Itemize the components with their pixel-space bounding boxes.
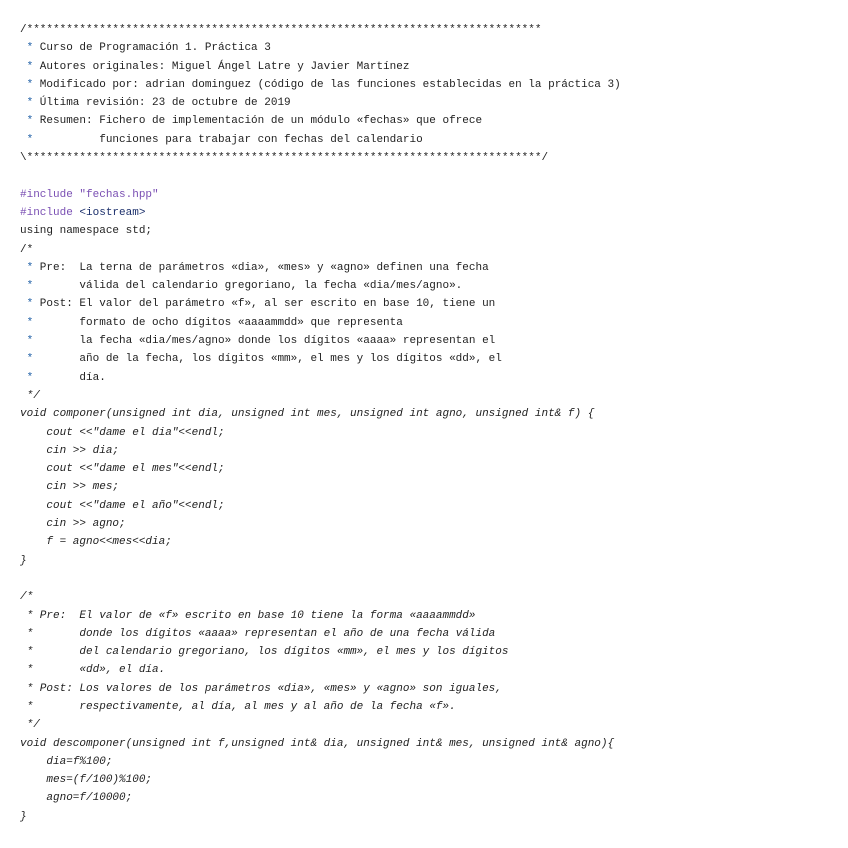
code-line (20, 21, 840, 39)
code-text: /* (20, 243, 34, 256)
comment-star: * (20, 280, 34, 293)
code-line (20, 112, 840, 130)
code-text: * respectivamente, al día, al mes y al año de la fecha «f». (20, 700, 456, 713)
code-line (20, 735, 840, 753)
code-text: */ (20, 389, 40, 402)
comment-star: * (20, 97, 34, 110)
code-text: * «dd», el día. (20, 664, 166, 677)
code-text: cout <<"dame el dia"<<endl; (20, 426, 225, 439)
code-text: \******************************************************************************/ (20, 152, 549, 165)
code-text: * Pre: El valor de «f» escrito en base 10 tiene la forma «aaaammdd» (20, 609, 476, 622)
code-text: /****************************************************************************** (20, 24, 542, 36)
code-text: mes=(f/100)%100; (20, 774, 153, 787)
code-editor[interactable] (20, 21, 840, 826)
code-line (20, 314, 840, 332)
code-line (20, 661, 840, 679)
code-line (20, 405, 840, 423)
include-header: <iostream> (79, 206, 146, 219)
code-line (20, 332, 840, 350)
code-line (20, 424, 840, 442)
code-text: cin >> mes; (20, 481, 120, 494)
code-line (20, 753, 840, 771)
code-text: /* (20, 591, 34, 604)
code-line (20, 369, 840, 387)
code-text: dia=f%100; (20, 755, 113, 768)
code-line (20, 570, 840, 588)
code-line (20, 277, 840, 295)
code-text: cout <<"dame el mes"<<endl; (20, 463, 225, 476)
code-text: funciones para trabajar con fechas del calendario (33, 133, 423, 146)
code-line (20, 241, 840, 259)
code-line (20, 259, 840, 277)
code-text: * donde los dígitos «aaaa» representan el año de una fecha válida (20, 627, 496, 640)
code-line (20, 716, 840, 734)
comment-star: * (20, 371, 34, 384)
code-text: * del calendario gregoriano, los dígitos «mm», el mes y los dígitos (20, 646, 509, 659)
code-line (20, 149, 840, 167)
code-line (20, 698, 840, 716)
code-text: using namespace std; (20, 225, 153, 238)
code-line (20, 497, 840, 515)
code-text: } (20, 554, 27, 567)
code-text: agno=f/10000; (20, 792, 133, 805)
code-line (20, 387, 840, 405)
preprocessor-directive: #include (20, 188, 73, 201)
comment-star: * (20, 42, 34, 55)
code-text: Pre: La terna de parámetros «dia», «mes» y «agno» definen una fecha (33, 261, 489, 274)
code-text: Modificado por: adrian dominguez (código de las funciones establecidas en la práctica 3) (33, 78, 621, 91)
code-line (20, 186, 840, 204)
code-text: f = agno<<mes<<dia; (20, 536, 172, 549)
code-text: */ (20, 719, 40, 732)
code-line (20, 94, 840, 112)
comment-star: * (20, 335, 34, 348)
code-text: la fecha «dia/mes/agno» donde los dígitos «aaaa» representan el (33, 335, 496, 348)
code-text: cout <<"dame el año"<<endl; (20, 499, 225, 512)
comment-star: * (20, 316, 34, 329)
comment-star: * (20, 298, 34, 311)
code-text: Post: El valor del parámetro «f», al ser escrito en base 10, tiene un (33, 298, 496, 311)
preprocessor-directive: #include (20, 206, 73, 219)
code-line (20, 643, 840, 661)
comment-star: * (20, 115, 34, 128)
code-line (20, 533, 840, 551)
code-text: formato de ocho dígitos «aaaammdd» que representa (33, 316, 403, 329)
code-text: Última revisión: 23 de octubre de 2019 (33, 97, 291, 110)
code-text: válida del calendario gregoriano, la fecha «dia/mes/agno». (33, 280, 463, 293)
code-line (20, 625, 840, 643)
code-line (20, 76, 840, 94)
code-line (20, 588, 840, 606)
code-text: día. (33, 371, 106, 384)
code-line (20, 460, 840, 478)
code-text: void componer(unsigned int dia, unsigned int mes, unsigned int agno, unsigned int& f) { (20, 408, 595, 421)
string-literal: "fechas.hpp" (79, 188, 159, 201)
code-line (20, 295, 840, 313)
code-line (20, 58, 840, 76)
code-text: año de la fecha, los dígitos «mm», el mes y los dígitos «dd», el (33, 353, 502, 366)
code-text: Resumen: Fichero de implementación de un módulo «fechas» que ofrece (33, 115, 483, 128)
code-line (20, 771, 840, 789)
code-line (20, 442, 840, 460)
code-line (20, 39, 840, 57)
comment-star: * (20, 261, 34, 274)
code-text: void descomponer(unsigned int f,unsigned int& dia, unsigned int& mes, unsigned int& agno){ (20, 737, 615, 750)
code-text: Autores originales: Miguel Ángel Latre y Javier Martínez (33, 60, 410, 73)
comment-star: * (20, 60, 34, 73)
code-line (20, 789, 840, 807)
code-line (20, 350, 840, 368)
code-text: } (20, 810, 27, 823)
code-line (20, 167, 840, 185)
code-text: Curso de Programación 1. Práctica 3 (33, 42, 271, 55)
comment-star: * (20, 133, 34, 146)
comment-star: * (20, 353, 34, 366)
code-line (20, 680, 840, 698)
code-text: * Post: Los valores de los parámetros «dia», «mes» y «agno» son iguales, (20, 682, 502, 695)
code-line (20, 204, 840, 222)
code-text: cin >> agno; (20, 518, 126, 531)
code-line (20, 515, 840, 533)
code-text: cin >> dia; (20, 444, 120, 457)
code-line (20, 131, 840, 149)
code-line (20, 607, 840, 625)
code-line (20, 808, 840, 826)
comment-star: * (20, 78, 34, 91)
code-line (20, 552, 840, 570)
code-line (20, 478, 840, 496)
code-line (20, 222, 840, 240)
